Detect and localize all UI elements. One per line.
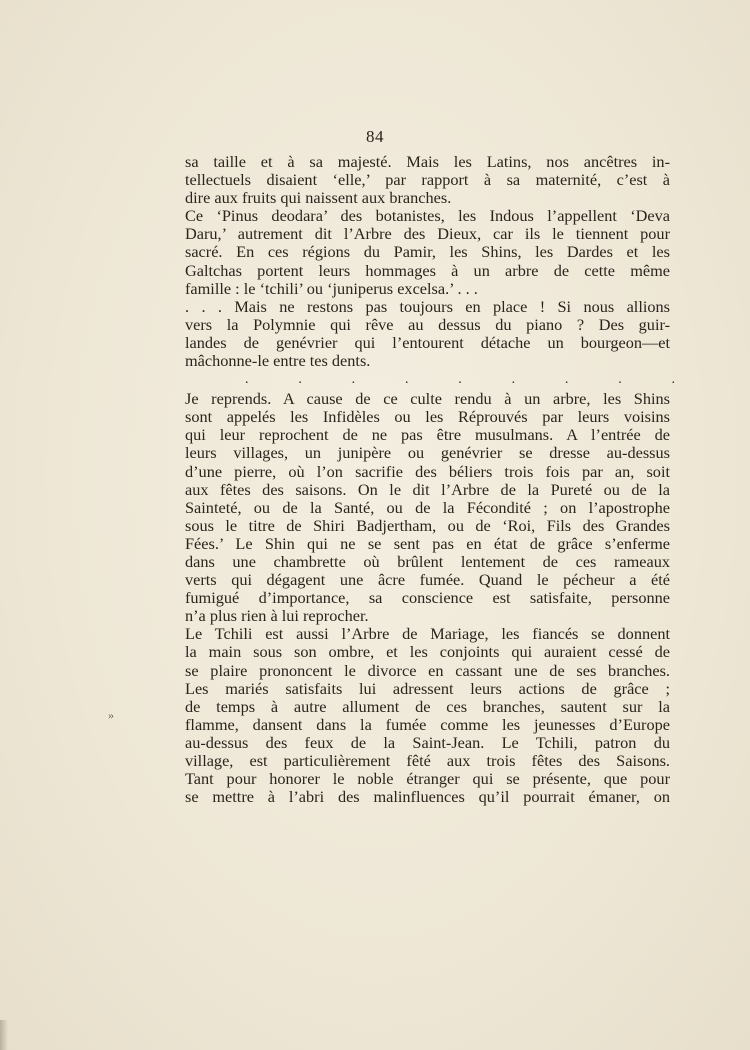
text-line: se mettre à l’abri des malinfluences qu’il pourrait émaner, on: [185, 787, 670, 807]
separator-dot: .: [564, 372, 569, 388]
section-separator: [245, 370, 675, 390]
text-line: vers la Polymnie qui rêve au dessus du piano ? Des guir-: [185, 314, 670, 334]
text-line: sacré. En ces régions du Pamir, les Shins, les Dardes et les: [185, 242, 670, 262]
text-line: Galtchas portent leurs hommages à un arbre de cette même: [185, 260, 670, 280]
text-line: sont appelés les Infidèles ou les Réprouvés par leurs voisins: [185, 407, 670, 427]
text-line: de temps à autre allument de ces branches, sautent sur la: [185, 696, 670, 716]
text-line: verts qui dégagent une âcre fumée. Quand le pécheur a été: [185, 570, 670, 590]
text-line: Sainteté, ou de la Santé, ou de la Fécondité ; on l’apostrophe: [185, 497, 670, 517]
text-line: dire aux fruits qui naissent aux branches.: [185, 188, 452, 208]
text-line: d’une pierre, où l’on sacrifie des béliers trois fois par an, soit: [185, 461, 670, 481]
text-line: leurs villages, un junipère ou genévrier se dresse au-dessus: [185, 443, 670, 463]
text-line: Tant pour honorer le noble étranger qui se présente, que pour: [185, 769, 670, 789]
separator-dot: .: [671, 372, 675, 388]
text-line: sous le titre de Shiri Badjertham, ou de ‘Roi, Fils des Grandes: [185, 515, 670, 535]
page-number: 84: [366, 127, 384, 146]
text-section-2: [185, 390, 670, 806]
text-line: aux fêtes des saisons. On le dit l’Arbre de la Pureté ou de la: [185, 479, 670, 499]
body-text: [185, 152, 675, 807]
text-line: Ce ‘Pinus deodara’ des botanistes, les Indous l’appellent ‘Deva: [185, 206, 670, 226]
text-line: la main sous son ombre, et les conjoints qui auraient cessé de: [185, 642, 670, 662]
text-line: fumigué d’importance, sa conscience est satisfaite, personne: [185, 588, 670, 608]
text-line: Fées.’ Le Shin qui ne se sent pas en état de grâce s’enferme: [185, 533, 670, 553]
text-line: landes de genévrier qui l’entourent détache un bourgeon—et: [185, 332, 670, 352]
text-section-1: [185, 153, 670, 370]
separator-dot: .: [245, 372, 249, 388]
text-line: . . . Mais ne restons pas toujours en place ! Si nous allions: [185, 296, 670, 316]
text-line: qui leur reprochent de ne pas être musulmans. A l’entrée de: [185, 425, 670, 445]
text-line: Daru,’ autrement dit l’Arbre des Dieux, car ils le tiennent pour: [185, 224, 670, 244]
margin-mark: »: [108, 708, 114, 722]
text-line: Le Tchili est aussi l’Arbre de Mariage, les fiancés se donnent: [185, 624, 670, 644]
text-line: n’a plus rien à lui reprocher.: [185, 606, 369, 626]
text-line: mâchonne-le entre tes dents.: [185, 351, 371, 371]
text-line: au-dessus des feux de la Saint-Jean. Le Tchili, patron du: [185, 732, 670, 752]
separator-dot: .: [404, 372, 409, 388]
text-line: flamme, dansent dans la fumée comme les jeunesses d’Europe: [185, 714, 670, 734]
separator-dot: .: [511, 372, 516, 388]
separator-dot: .: [298, 372, 302, 388]
separator-dot: .: [618, 372, 622, 388]
page-edge-shadow: [0, 1020, 8, 1050]
text-line: famille : le ‘tchili’ ou ‘juniperus excelsa.’ . . .: [185, 278, 478, 298]
separator-dot: .: [458, 372, 462, 388]
text-line: dans une chambrette où brûlent lentement de ces rameaux: [185, 551, 670, 571]
text-line: Les mariés satisfaits lui adressent leurs actions de grâce ;: [185, 678, 670, 698]
text-line: se plaire prononcent le divorce en cassant une de ses branches.: [185, 660, 670, 680]
text-line: village, est particulièrement fêté aux trois fêtes des Saisons.: [185, 751, 670, 770]
text-line: tellectuels disaient ‘elle,’ par rapport à sa maternité, c’est à: [185, 170, 670, 190]
text-line: sa taille et à sa majesté. Mais les Latins, nos ancêtres in-: [185, 152, 670, 171]
separator-dot: .: [351, 372, 356, 388]
text-line: Je reprends. A cause de ce culte rendu à un arbre, les Shins: [185, 389, 670, 409]
